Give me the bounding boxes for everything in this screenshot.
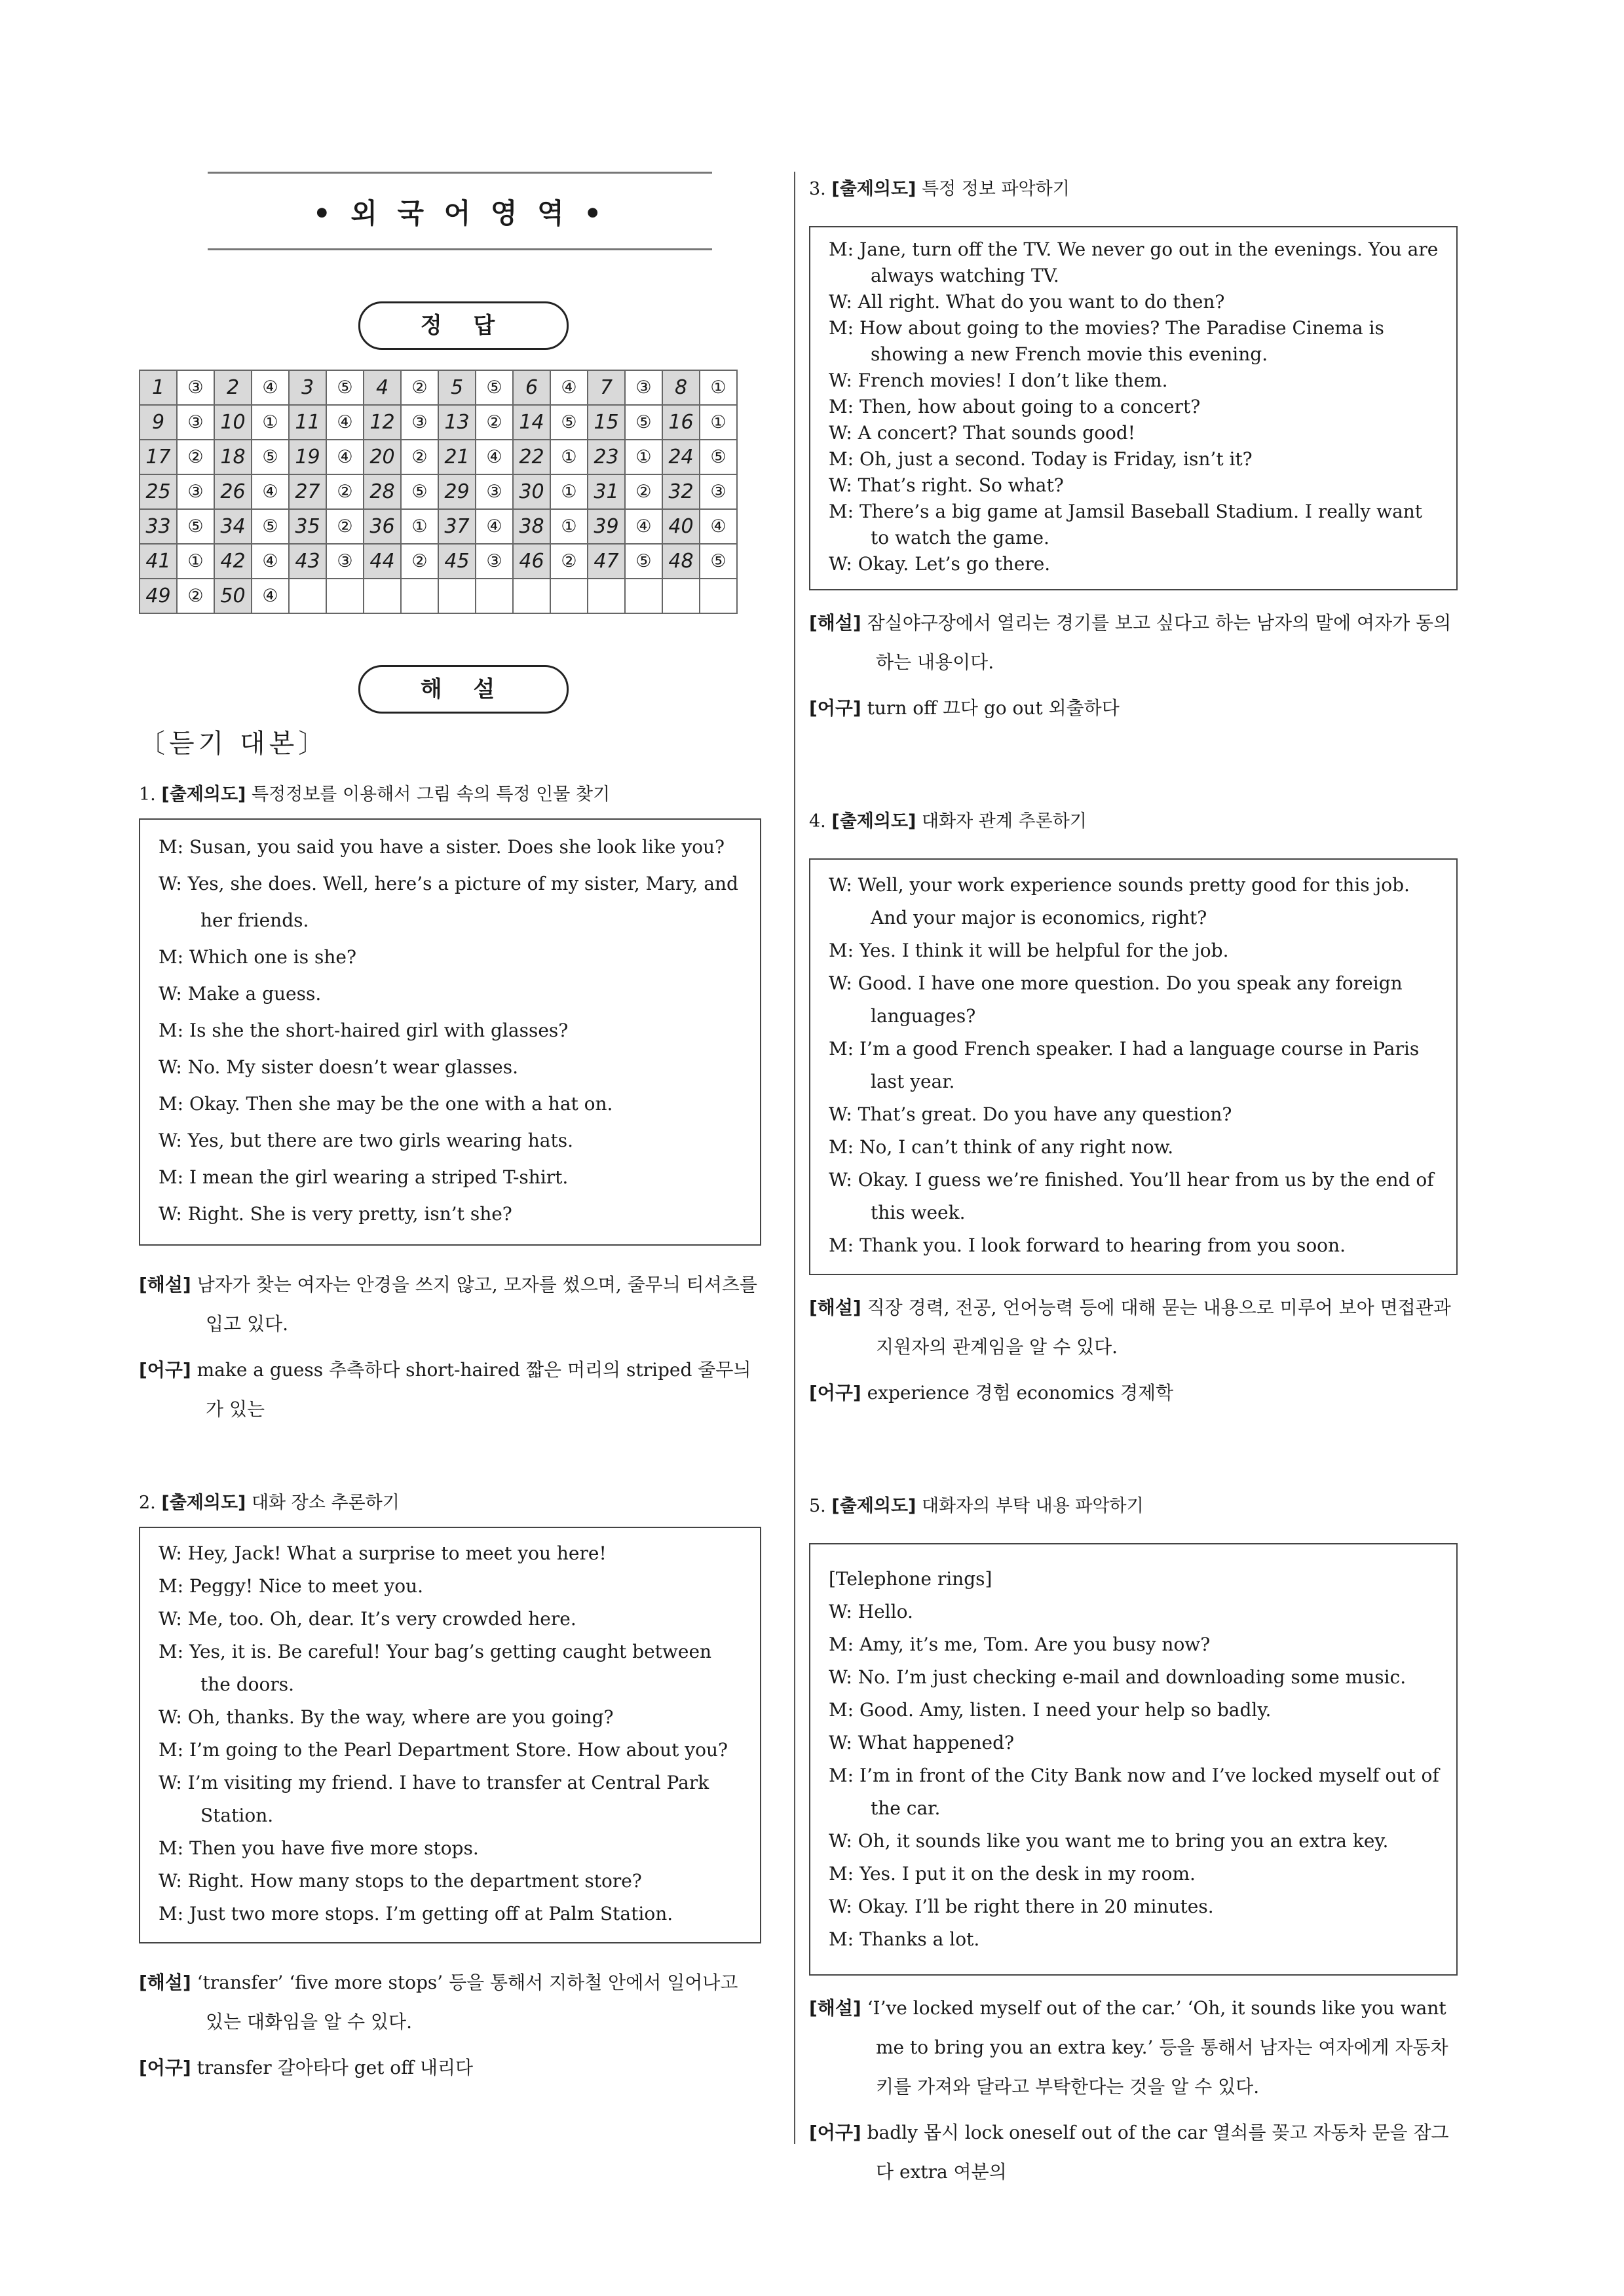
answer-choice: ② (625, 474, 662, 509)
answer-choice: ② (401, 370, 438, 405)
explanation-note (139, 1963, 761, 2042)
note-tag: [어구] (139, 1359, 191, 1381)
dialogue-line: W: A concert? That sounds good! (829, 422, 1136, 444)
question-number: 4. (809, 811, 826, 832)
answer-choice: ③ (625, 370, 662, 405)
intent-text: 대화자의 부탁 내용 파악하기 (921, 1496, 1144, 1516)
answer-choice: ① (550, 509, 588, 544)
answer-choice: ④ (700, 509, 737, 544)
dialogue-line: M: Okay. Then she may be the one with a hat on. (159, 1093, 613, 1115)
note-text: ‘transfer’ ‘five more stops’ 등을 통해서 지하철 안에서 일어나고 있는 대화임을 알 수 있다. (197, 1972, 738, 2033)
explanation-title: 해 설 (358, 665, 569, 714)
answer-empty-cell (662, 579, 700, 613)
answer-empty-cell (401, 579, 438, 613)
dialogue-line: W: Right. How many stops to the department store? (159, 1870, 642, 1892)
dialogue-line: W: Oh, thanks. By the way, where are you going? (159, 1706, 614, 1728)
answer-choice: ② (177, 440, 214, 474)
answer-number: 1 (140, 370, 177, 405)
section-title: • 외 국 어 영 역 • (312, 197, 607, 229)
answer-number: 6 (513, 370, 550, 405)
answer-choice: ④ (252, 474, 289, 509)
answer-number: 29 (438, 474, 476, 509)
dialogue-line: W: No. I’m just checking e-mail and downloading some music. (829, 1666, 1407, 1688)
dialogue-line: M: Then you have five more stops. (159, 1837, 479, 1859)
answer-choice: ① (625, 440, 662, 474)
answer-number: 19 (289, 440, 326, 474)
answer-number: 21 (438, 440, 476, 474)
column-divider (794, 172, 795, 2144)
answer-number: 30 (513, 474, 550, 509)
answer-key-table (139, 370, 738, 614)
answer-number: 10 (214, 405, 252, 440)
dialogue-line: W: I’m visiting my friend. I have to transfer at Central Park Station. (159, 1772, 709, 1826)
note-text: 남자가 찾는 여자는 안경을 쓰지 않고, 모자를 썼으며, 줄무늬 티셔츠를 입고 있다. (197, 1274, 757, 1335)
answer-choice: ⑤ (401, 474, 438, 509)
answer-number: 34 (214, 509, 252, 544)
vocabulary-note (809, 2113, 1458, 2192)
answer-empty-cell (289, 579, 326, 613)
answer-choice: ⑤ (625, 405, 662, 440)
answer-number: 26 (214, 474, 252, 509)
explanation-note (809, 1288, 1458, 1367)
answer-number: 48 (662, 544, 700, 579)
answer-choice: ⑤ (252, 509, 289, 544)
answer-choice: ④ (326, 440, 364, 474)
note-text: 잠실야구장에서 열리는 경기를 보고 싶다고 하는 남자의 말에 여자가 동의하는 내용이다. (867, 612, 1452, 673)
answer-choice: ⑤ (625, 544, 662, 579)
answer-number: 44 (364, 544, 401, 579)
dialogue-line: W: Oh, it sounds like you want me to bring you an extra key. (829, 1830, 1389, 1852)
answer-choice: ⑤ (177, 509, 214, 544)
answer-number: 11 (289, 405, 326, 440)
answer-choice: ③ (326, 544, 364, 579)
vocabulary-note (139, 2048, 761, 2088)
answer-number: 38 (513, 509, 550, 544)
intent-tag: [출제의도] (831, 811, 916, 832)
dialogue-line: W: Okay. I guess we’re finished. You’ll hear from us by the end of this week. (829, 1169, 1434, 1223)
answer-number: 7 (588, 370, 625, 405)
answer-number: 17 (140, 440, 177, 474)
dialogue-line: M: Yes. I think it will be helpful for the job. (829, 940, 1229, 961)
answer-number: 3 (289, 370, 326, 405)
dialogue-line: W: Yes, she does. Well, here’s a picture of my sister, Mary, and her friends. (159, 873, 738, 931)
note-tag: [어구] (809, 697, 861, 719)
question-intent (139, 1488, 761, 1514)
vocabulary-note (139, 1350, 761, 1429)
intent-tag: [출제의도] (161, 1493, 246, 1513)
answer-number: 24 (662, 440, 700, 474)
answer-choice: ④ (550, 370, 588, 405)
question-intent (809, 807, 1458, 832)
answer-choice: ④ (252, 579, 289, 613)
answer-choice: ④ (252, 370, 289, 405)
answer-choice: ④ (625, 509, 662, 544)
answer-number: 14 (513, 405, 550, 440)
answer-choice: ③ (177, 405, 214, 440)
dialogue-line: M: Is she the short-haired girl with glasses? (159, 1020, 569, 1041)
answer-choice: ④ (252, 544, 289, 579)
note-tag: [어구] (809, 2122, 861, 2143)
dialogue-line: W: Hey, Jack! What a surprise to meet you here! (159, 1542, 607, 1564)
answer-choice: ② (177, 579, 214, 613)
question-intent (809, 1491, 1458, 1517)
dialogue-box (809, 1543, 1458, 1976)
answer-choice: ② (326, 509, 364, 544)
answer-number: 25 (140, 474, 177, 509)
answer-choice: ① (177, 544, 214, 579)
answer-number: 31 (588, 474, 625, 509)
answer-choice: ⑤ (700, 440, 737, 474)
answer-choice: ④ (476, 440, 513, 474)
answer-number: 39 (588, 509, 625, 544)
dialogue-line: W: Okay. I’ll be right there in 20 minutes. (829, 1896, 1214, 1917)
dialogue-line: M: There’s a big game at Jamsil Baseball Stadium. I really want to watch the game. (829, 501, 1423, 548)
answer-choice: ③ (401, 405, 438, 440)
answer-empty-cell (700, 579, 737, 613)
note-tag: [어구] (809, 1382, 861, 1404)
answer-number: 47 (588, 544, 625, 579)
dialogue-line: M: Oh, just a second. Today is Friday, isn’t it? (829, 448, 1253, 470)
intent-text: 대화자 관계 추론하기 (921, 811, 1087, 832)
question-number: 3. (809, 179, 826, 199)
dialogue-line: M: No, I can’t think of any right now. (829, 1136, 1174, 1158)
note-tag: [해설] (809, 612, 861, 634)
vocabulary-note (809, 1373, 1458, 1413)
answer-number: 36 (364, 509, 401, 544)
answer-row (140, 544, 737, 579)
dialogue-line: W: Make a guess. (159, 983, 322, 1004)
answer-choice: ③ (177, 474, 214, 509)
dialogue-line: M: I’m a good French speaker. I had a language course in Paris last year. (829, 1038, 1420, 1092)
answer-empty-cell (550, 579, 588, 613)
answer-number: 40 (662, 509, 700, 544)
question-intent (809, 174, 1458, 200)
answer-number: 33 (140, 509, 177, 544)
answer-empty-cell (364, 579, 401, 613)
bottom-rule (208, 248, 712, 250)
answer-row (140, 405, 737, 440)
question-3 (809, 174, 1458, 728)
answer-number: 12 (364, 405, 401, 440)
answer-number: 43 (289, 544, 326, 579)
answer-empty-cell (625, 579, 662, 613)
left-column (139, 172, 761, 2088)
note-text: 직장 경력, 전공, 언어능력 등에 대해 묻는 내용으로 미루어 보아 면접관과 지원자의 관계임을 알 수 있다. (867, 1297, 1451, 1358)
answer-choice: ① (700, 370, 737, 405)
intent-text: 특정 정보 파악하기 (921, 179, 1070, 199)
answer-choice: ② (550, 544, 588, 579)
answer-number: 32 (662, 474, 700, 509)
dialogue-line: W: Well, your work experience sounds pretty good for this job. And your major is economics, right? (829, 874, 1410, 928)
answer-empty-cell (476, 579, 513, 613)
answer-choice: ③ (177, 370, 214, 405)
answer-row (140, 474, 737, 509)
answer-empty-cell (326, 579, 364, 613)
answer-number: 18 (214, 440, 252, 474)
dialogue-line: M: Thanks a lot. (829, 1928, 980, 1950)
note-text: badly 몹시 lock oneself out of the car 열쇠를 꽂고 자동차 문을 잠그다 extra 여분의 (867, 2122, 1449, 2183)
dialogue-line: M: Amy, it’s me, Tom. Are you busy now? (829, 1634, 1211, 1655)
note-tag: [해설] (139, 1274, 191, 1295)
intent-text: 대화 장소 추론하기 (251, 1493, 400, 1513)
dialogue-line: W: Good. I have one more question. Do you speak any foreign languages? (829, 972, 1403, 1027)
dialogue-line: M: Then, how about going to a concert? (829, 396, 1201, 417)
dialogue-line: M: Which one is she? (159, 946, 356, 968)
answer-number: 42 (214, 544, 252, 579)
dialogue-line: W: Yes, but there are two girls wearing hats. (159, 1130, 573, 1151)
answer-choice: ④ (326, 405, 364, 440)
answer-choice: ⑤ (550, 405, 588, 440)
intent-text: 특정정보를 이용해서 그림 속의 특정 인물 찾기 (251, 784, 611, 805)
answer-choice: ① (252, 405, 289, 440)
note-text: experience 경험 economics 경제학 (867, 1382, 1174, 1404)
answer-choice: ② (476, 405, 513, 440)
question-2 (139, 1488, 761, 2088)
answer-choice: ② (401, 440, 438, 474)
section-header (208, 172, 712, 250)
answer-empty-cell (588, 579, 625, 613)
answer-choice: ② (401, 544, 438, 579)
answer-number: 5 (438, 370, 476, 405)
intent-tag: [출제의도] (831, 1496, 916, 1516)
answer-number: 49 (140, 579, 177, 613)
explanation-note (809, 1989, 1458, 2107)
answer-number: 35 (289, 509, 326, 544)
note-text: transfer 갈아타다 get off 내리다 (197, 2057, 474, 2078)
dialogue-line: M: Jane, turn off the TV. We never go out in the evenings. You are always watching TV. (829, 239, 1439, 286)
answer-number: 46 (513, 544, 550, 579)
answer-number: 20 (364, 440, 401, 474)
dialogue-line: M: Yes, it is. Be careful! Your bag’s getting caught between the doors. (159, 1641, 712, 1695)
dialogue-line: W: Me, too. Oh, dear. It’s very crowded here. (159, 1608, 576, 1630)
dialogue-line: W: All right. What do you want to do then? (829, 291, 1225, 313)
answer-choice: ① (550, 474, 588, 509)
answer-row (140, 579, 737, 613)
question-4 (809, 807, 1458, 1413)
dialogue-line: M: I’m in front of the City Bank now and I’ve locked myself out of the car. (829, 1765, 1439, 1819)
intent-tag: [출제의도] (161, 784, 246, 805)
dialogue-line: W: French movies! I don’t like them. (829, 370, 1168, 391)
dialogue-line: W: That’s right. So what? (829, 474, 1064, 496)
answer-number: 22 (513, 440, 550, 474)
question-intent (139, 780, 761, 805)
dialogue-line: M: I mean the girl wearing a striped T-shirt. (159, 1166, 569, 1188)
note-tag: [어구] (139, 2057, 191, 2078)
answer-number: 28 (364, 474, 401, 509)
dialogue-line: M: Good. Amy, listen. I need your help so badly. (829, 1699, 1272, 1721)
question-1 (139, 780, 761, 1429)
dialogue-line: M: How about going to the movies? The Paradise Cinema is showing a new French movie this evening. (829, 317, 1384, 365)
dialogue-line: W: What happened? (829, 1732, 1015, 1753)
answer-number: 4 (364, 370, 401, 405)
note-tag: [해설] (139, 1972, 191, 1993)
answer-choice: ① (550, 440, 588, 474)
note-tag: [해설] (809, 1997, 861, 2019)
answer-choice: ④ (476, 509, 513, 544)
dialogue-box (139, 818, 761, 1246)
dialogue-line: W: Okay. Let’s go there. (829, 553, 1051, 575)
dialogue-line: M: Just two more stops. I’m getting off at Palm Station. (159, 1903, 673, 1924)
dialogue-line: W: No. My sister doesn’t wear glasses. (159, 1056, 519, 1078)
answer-choice: ② (326, 474, 364, 509)
answer-number: 41 (140, 544, 177, 579)
answer-choice: ① (401, 509, 438, 544)
dialogue-line: [Telephone rings] (829, 1568, 992, 1590)
answer-row (140, 440, 737, 474)
answer-choice: ③ (476, 474, 513, 509)
dialogue-line: M: Thank you. I look forward to hearing from you soon. (829, 1234, 1346, 1256)
dialogue-box (809, 226, 1458, 590)
note-tag: [해설] (809, 1297, 861, 1318)
answer-choice: ① (700, 405, 737, 440)
right-column (809, 172, 1458, 2192)
dialogue-line: W: Hello. (829, 1601, 913, 1622)
explanation-note (139, 1265, 761, 1344)
dialogue-line: W: That’s great. Do you have any question? (829, 1103, 1232, 1125)
intent-tag: [출제의도] (831, 179, 916, 199)
answer-choice: ⑤ (476, 370, 513, 405)
answers-title: 정 답 (358, 301, 569, 350)
answer-number: 27 (289, 474, 326, 509)
answer-number: 15 (588, 405, 625, 440)
dialogue-line: M: Yes. I put it on the desk in my room. (829, 1863, 1196, 1885)
answer-number: 16 (662, 405, 700, 440)
answer-empty-cell (513, 579, 550, 613)
answer-choice: ⑤ (252, 440, 289, 474)
dialogue-box (809, 858, 1458, 1275)
answer-number: 13 (438, 405, 476, 440)
dialogue-line: W: Right. She is very pretty, isn’t she? (159, 1203, 512, 1225)
answer-number: 8 (662, 370, 700, 405)
answer-choice: ③ (700, 474, 737, 509)
vocabulary-note (809, 689, 1458, 728)
answer-number: 9 (140, 405, 177, 440)
note-text: ‘I’ve locked myself out of the car.’ ‘Oh, it sounds like you want me to bring you an extra key.’ 등을 통해서 남자는 여자에게 자동차 키를 가져와 달라고 부탁한다는 것을 알 수 있다. (867, 1997, 1448, 2097)
answer-choice: ⑤ (700, 544, 737, 579)
question-number: 5. (809, 1496, 826, 1516)
transcript-heading: 〔듣기 대본〕 (139, 729, 329, 759)
answer-empty-cell (438, 579, 476, 613)
answer-number: 37 (438, 509, 476, 544)
answer-number: 50 (214, 579, 252, 613)
question-number: 2. (139, 1493, 156, 1513)
answer-number: 23 (588, 440, 625, 474)
note-text: make a guess 추측하다 short-haired 짧은 머리의 striped 줄무늬가 있는 (197, 1359, 751, 1420)
dialogue-line: M: Peggy! Nice to meet you. (159, 1575, 424, 1597)
answer-choice: ⑤ (326, 370, 364, 405)
dialogue-line: M: Susan, you said you have a sister. Does she look like you? (159, 836, 725, 858)
dialogue-box (139, 1527, 761, 1943)
question-5 (809, 1491, 1458, 2192)
answer-number: 45 (438, 544, 476, 579)
answer-row (140, 509, 737, 544)
answer-choice: ③ (476, 544, 513, 579)
question-number: 1. (139, 784, 156, 805)
answer-row (140, 370, 737, 405)
answer-number: 2 (214, 370, 252, 405)
explanation-note (809, 603, 1458, 682)
dialogue-line: M: I’m going to the Pearl Department Store. How about you? (159, 1739, 728, 1761)
note-text: turn off 끄다 go out 외출하다 (867, 697, 1120, 719)
